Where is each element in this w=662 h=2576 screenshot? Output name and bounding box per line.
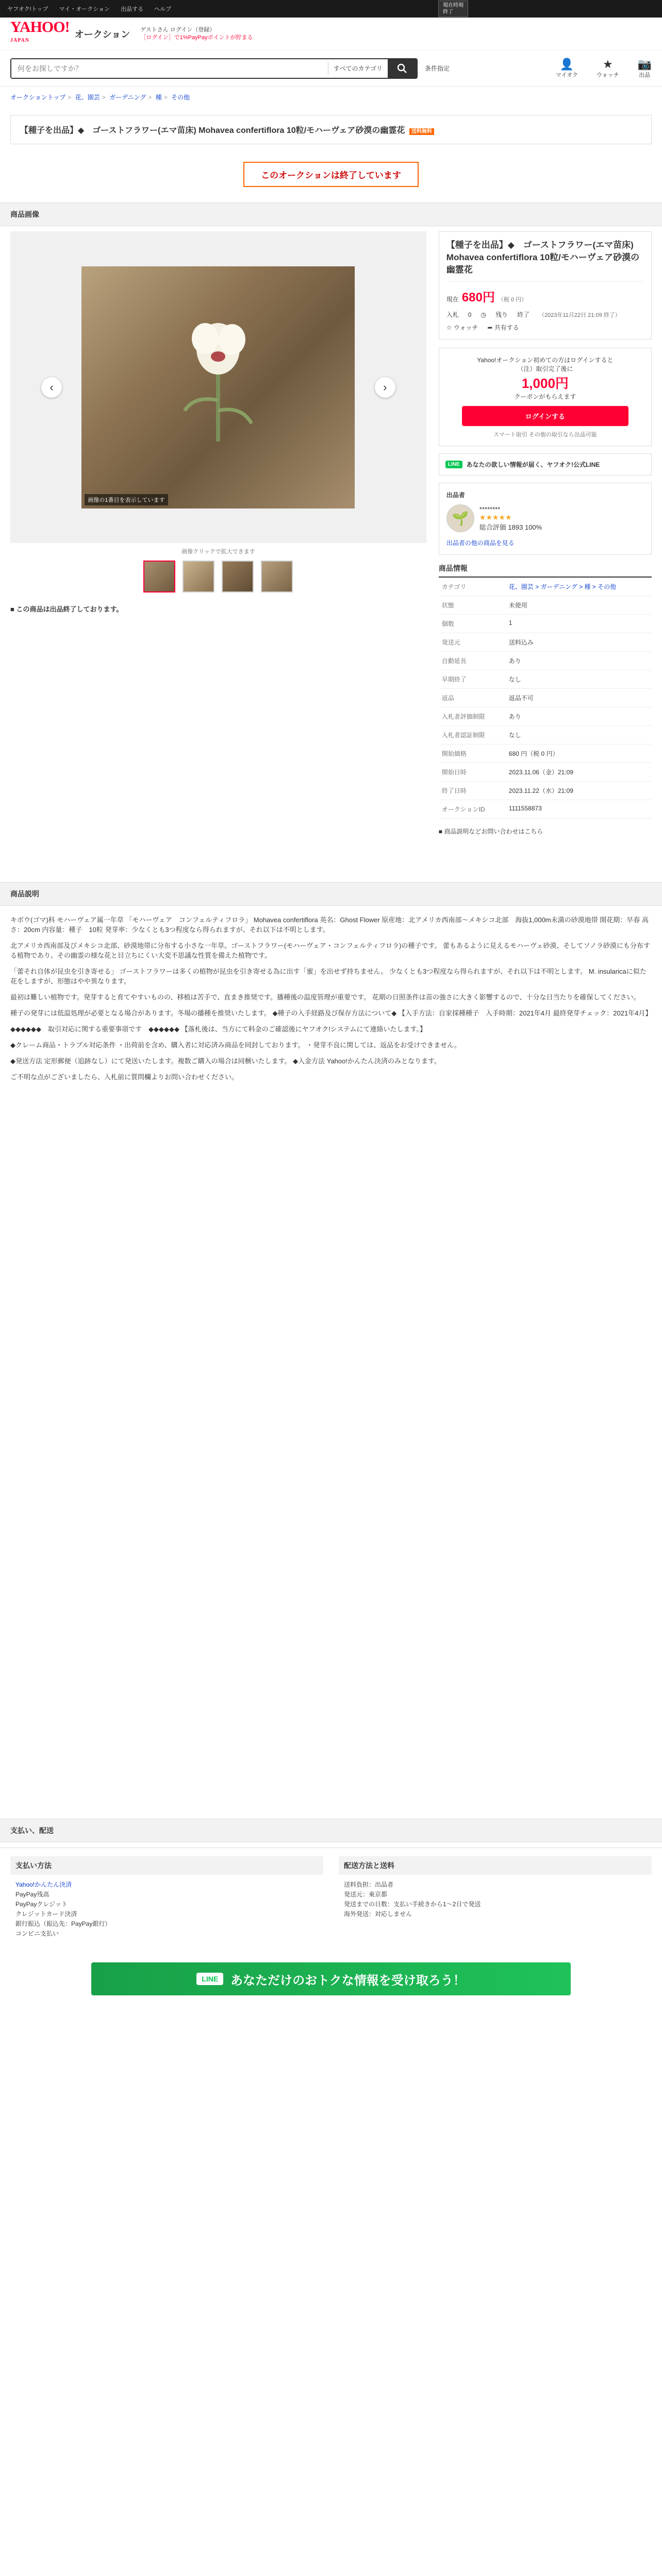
info-value: 680 円（税 0 円） — [506, 744, 652, 763]
search-button[interactable] — [388, 59, 417, 78]
description-paragraph: ◆◆◆◆◆◆ 取引対応に関する重要事項です ◆◆◆◆◆◆ 【落札後は、当方にて料金のご確認後にヤフオク!システムにて連絡いたします。】 — [10, 1025, 426, 1033]
table-row — [439, 744, 652, 763]
header — [0, 18, 662, 50]
watch-button[interactable] — [446, 323, 478, 332]
info-key: 状態 — [439, 596, 506, 615]
thumbnail-4[interactable] — [261, 561, 293, 592]
thumbnail-2[interactable] — [183, 561, 214, 592]
info-value: なし — [506, 670, 652, 689]
image-gallery — [10, 231, 426, 543]
seller-good-rate: 100% — [524, 523, 542, 531]
table-row — [439, 633, 652, 652]
left-column — [10, 231, 426, 836]
breadcrumb-item[interactable]: 花、園芸 — [75, 94, 100, 101]
top-links — [7, 5, 180, 13]
shipping-details — [339, 1875, 652, 1924]
seller-heading: 出品者 — [446, 492, 465, 499]
current-time-box — [438, 1, 468, 17]
info-value: あり — [506, 707, 652, 726]
camera-icon: 📷 — [637, 57, 652, 71]
description — [0, 906, 662, 1097]
image-section-title: 商品画像 — [0, 202, 662, 226]
shipping-item: 海外発送：対応しません — [344, 1910, 412, 1918]
promo-amount-note: クーポンがもらえます — [514, 393, 576, 400]
breadcrumb — [0, 87, 662, 108]
inquiry-link-text: 商品説明などお問い合わせはこちら — [444, 828, 543, 835]
info-key: 早期終了 — [439, 670, 506, 689]
header-icons — [556, 58, 652, 79]
info-key: 終了日時 — [439, 782, 506, 800]
info-value: なし — [506, 726, 652, 744]
line-banner-text: あなただけのおトクな情報を受け取ろう！ — [230, 1973, 466, 1988]
line-notice[interactable] — [439, 453, 652, 476]
thumbnail-strip — [10, 561, 426, 592]
plant-illustration — [174, 308, 262, 442]
person-icon: 👤 — [559, 57, 574, 71]
chevron-right-icon: › — [383, 380, 387, 394]
payment-item: コンビニ支払い — [15, 1930, 59, 1937]
description-paragraph: ◆発送方法 定形郵便（追跡なし）にて発送いたします。複数ご購入の場合は同梱いたします。 ◆入金方法 Yahoo!かんたん決済のみとなります。 — [10, 1057, 441, 1065]
info-key: 自動延長 — [439, 652, 506, 670]
breadcrumb-sep: > — [148, 94, 152, 101]
watch-label: ウォッチ — [453, 324, 478, 331]
info-value[interactable]: 花、園芸 > ガーデニング > 種 > その他 — [506, 578, 652, 596]
info-key: 開始日時 — [439, 763, 506, 782]
payment-item: PayPay残高 — [15, 1891, 49, 1898]
price-tax: （税 0 円） — [498, 297, 527, 303]
promo-title: Yahoo!オークション初めての方はログインすると — [477, 357, 614, 364]
item-title-banner-text: 【種子を出品】◆ ゴーストフラワー(エマ苗床) Mohavea confertiflora 10粒/モハーヴェア砂漠の幽霊花 — [20, 126, 405, 135]
search-conditions-link[interactable]: 条件指定 — [425, 65, 450, 72]
sell-button[interactable] — [638, 58, 652, 79]
info-value: 1 — [506, 615, 652, 633]
promo-login-button[interactable]: ログインする — [462, 406, 628, 426]
search-box — [10, 58, 418, 79]
my-auction-label: マイオク — [555, 72, 578, 78]
payment-methods — [10, 1875, 323, 1944]
bullet-icon: ■ — [438, 828, 444, 835]
payment-column — [10, 1856, 323, 1944]
auction-ended-notice: このオークションは終了しています — [243, 162, 419, 187]
next-image-button[interactable] — [375, 377, 395, 398]
not-for-sale-note — [10, 604, 426, 614]
info-value: あり — [506, 652, 652, 670]
line-notice-text: あなたの欲しい情報が届く、ヤフオク!公式LINE — [466, 461, 600, 468]
top-link-auction-top[interactable]: ヤフオク!トップ — [7, 6, 48, 12]
price-value: 680円 — [461, 291, 495, 304]
description-paragraph: キボウ(ゴマ)科 モハーヴェア属一年草 「モハーヴェア コンフェルティフロラ」 Mohavea confertiflora 英名：Ghost Flower 原産地：北アメリカ西南部〜メキシコ北部 海抜1,000m未満の砂漠地帯 開花期：早春 高さ：20cm 内容量：種子 10粒 発芽率：少なくとも3つ程度なら得られますが、それ以下は不明とします。 — [10, 916, 649, 934]
price-row — [446, 281, 644, 305]
info-key: 返品 — [439, 689, 506, 707]
info-value: 2023.11.06（金）21:09 — [506, 763, 652, 782]
seller-row — [446, 504, 644, 532]
info-key: 個数 — [439, 615, 506, 633]
description-paragraph: 最初は難しい植物です。発芽すると育てやすいものの、移植は苦手で、直まき推奨です。播種後の温度管理が重要です。 花期の日照条件は苗の強さに大きく影響するので、十分な日当たりを確保してください。 — [10, 993, 640, 1001]
my-auction-button[interactable] — [556, 58, 578, 79]
service-name[interactable]: オークション — [74, 29, 130, 40]
table-row — [439, 782, 652, 800]
payment-shipping — [0, 1848, 662, 1952]
shipping-item: 発送までの日数：支払い手続きから1〜2日で発送 — [344, 1901, 481, 1908]
table-row — [439, 763, 652, 782]
item-title: 【種子を出品】◆ ゴーストフラワー(エマ苗床) Mohavea confertiflora 10粒/モハーヴェア砂漠の幽霊花 — [446, 240, 640, 275]
info-key: 発送元 — [439, 633, 506, 652]
description-paragraph: ご不明な点がございましたら、入札前に質問欄よりお問い合わせください。 — [10, 1073, 239, 1081]
bids-label: 入札 — [446, 311, 459, 318]
table-row — [439, 578, 652, 596]
yahoo-logo[interactable] — [10, 18, 70, 47]
seller-rating-label: 総合評価 — [479, 523, 506, 531]
info-key: 入札者認証制限 — [439, 726, 506, 744]
shipping-column — [339, 1856, 652, 1944]
login-link[interactable]: ゲストさん ログイン（登録） — [140, 26, 216, 33]
search-input[interactable] — [11, 59, 328, 78]
table-row — [439, 707, 652, 726]
seller-rating[interactable]: 1893 — [508, 523, 523, 531]
item-info-table — [439, 578, 652, 819]
bullet-icon: ■ — [10, 605, 16, 613]
watch-list-label: ウォッチ — [597, 72, 619, 78]
breadcrumb-item[interactable]: 種 — [155, 94, 162, 101]
sell-label: 出品 — [639, 72, 651, 78]
main-photo[interactable] — [81, 266, 355, 509]
breadcrumb-sep: > — [68, 94, 72, 101]
description-section-title: 商品説明 — [0, 882, 662, 906]
promo-sub: （注）取引完了後に — [517, 365, 573, 372]
info-value: 返品不可 — [506, 689, 652, 707]
watch-list-button[interactable] — [597, 58, 619, 79]
seller-box — [439, 483, 652, 555]
info-key: 入札者評価制限 — [439, 707, 506, 726]
bid-meta — [446, 310, 644, 319]
current-time-value: 終了 — [443, 9, 453, 15]
info-value: 2023.11.22（水）21:09 — [506, 782, 652, 800]
thumbnail-1[interactable] — [143, 561, 175, 592]
line-logo-icon: LINE — [196, 1973, 223, 1985]
search-row — [0, 50, 662, 87]
breadcrumb-item[interactable]: オークショントップ — [10, 94, 66, 101]
shipping-title: 配送方法と送料 — [339, 1856, 652, 1875]
table-row — [439, 670, 652, 689]
table-row — [439, 800, 652, 819]
payment-section-title: 支払い、配送 — [0, 1819, 662, 1842]
item-info — [439, 563, 652, 836]
share-icon: ➦ — [487, 324, 494, 331]
clock-icon: ◷ — [481, 311, 486, 318]
rating-stars-icon: ★★★★★ — [479, 513, 512, 521]
chevron-left-icon: ‹ — [49, 380, 54, 394]
payment-item: クレジットカード決済 — [15, 1910, 77, 1918]
shipping-item: 送料負担：出品者 — [344, 1881, 394, 1888]
description-paragraph: 「蕾それ自体が昆虫を引き寄せる」 ゴーストフラワーは多くの植物が昆虫を引き寄せる為に出す「蜜」を出せず持ちません。 少なくとも3つ程度なら得られますが、それ以下は不明とします。 M. insularicaに似た花をしますが、形態はやや異なります。 — [10, 968, 647, 985]
login-coupon-promo — [439, 348, 652, 446]
star-icon: ☆ — [446, 324, 454, 331]
info-value: 1111558873 — [506, 800, 652, 819]
info-key: オークションID — [439, 800, 506, 819]
line-banner[interactable] — [91, 1962, 571, 1995]
breadcrumb-sep: > — [163, 94, 168, 101]
info-value: 未使用 — [506, 596, 652, 615]
end-label: 残り — [495, 311, 508, 318]
breadcrumb-item[interactable]: その他 — [171, 94, 190, 101]
category-select[interactable]: すべてのカテゴリ — [328, 62, 388, 75]
prev-image-button[interactable] — [41, 377, 62, 398]
price-label: 現在 — [446, 296, 459, 303]
breadcrumb-sep: > — [102, 94, 106, 101]
payment-item: 銀行振込（振込先：PayPay銀行） — [15, 1920, 111, 1927]
table-row — [439, 652, 652, 670]
promo-amount: 1,000円 — [521, 376, 569, 391]
info-value: 送料込み — [506, 633, 652, 652]
end-time: （2023年11月22日 21:09 終了） — [539, 312, 621, 318]
free-shipping-badge: 送料無料 — [409, 128, 434, 135]
shipping-item: 発送元：東京都 — [344, 1891, 388, 1898]
action-links — [446, 323, 644, 332]
end-value: 終了 — [517, 311, 529, 318]
photo-caption: 画像の1番目を表示しています — [85, 494, 168, 505]
not-for-sale-text: この商品は出品終了しております。 — [16, 605, 123, 613]
item-title-banner — [10, 115, 652, 144]
top-link-my-auction[interactable]: マイ・オークション — [59, 6, 110, 12]
thumbnail-3[interactable] — [222, 561, 254, 592]
current-time-label: 現在時刻 — [443, 3, 464, 8]
payment-item[interactable]: Yahoo!かんたん決済 — [15, 1881, 72, 1888]
breadcrumb-item[interactable]: ガーデニング — [109, 94, 146, 101]
title-box — [439, 231, 652, 340]
info-key: 開始価格 — [439, 744, 506, 763]
share-button[interactable] — [487, 323, 519, 332]
top-bar — [0, 0, 662, 18]
payment-method-title: 支払い方法 — [10, 1856, 323, 1875]
top-right — [438, 1, 655, 17]
right-column — [439, 231, 652, 836]
search-icon — [397, 63, 407, 74]
table-row — [439, 615, 652, 633]
description-paragraph: 北アメリカ西南部及びメキシコ北部、砂漠地帯に分布する小さな一年草。ゴーストフラワー(モハーヴェア・コンフェルティフロラ)の種子です。 蕾もあるように見えるモハーヴェ砂漠、そしてソノラ砂漠にも分布する植物であり、その幽霊の様な花と目立ちにくい大変不思議な性質を備えた植物です。 — [10, 942, 650, 959]
seller-avatar[interactable]: 🌱 — [446, 504, 474, 532]
logo-sub: JAPAN — [10, 37, 30, 43]
table-row — [439, 596, 652, 615]
header-login-area — [140, 26, 253, 42]
bids-value: 0 — [468, 311, 472, 318]
info-key: カテゴリ — [439, 578, 506, 596]
inquiry-link[interactable] — [439, 827, 652, 836]
table-row — [439, 689, 652, 707]
table-row — [439, 726, 652, 744]
photo-zoom-hint: 画像クリックで拡大できます — [181, 549, 255, 555]
promo-note: スマート取引 その他の取引なら出品可能 — [493, 432, 597, 438]
line-icon: LINE — [445, 461, 462, 468]
star-icon: ★ — [602, 57, 613, 71]
description-paragraph: ◆クレーム商品・トラブル対応条件 ・出荷前を含め、購入者に対応済み商品を同封しております。 ・発芽不良に関しては、返品をお受けできません。 — [10, 1041, 461, 1049]
login-promo[interactable]: ［ログイン］で1%PayPayポイントが貯まる — [140, 34, 253, 41]
top-link-help[interactable]: ヘルプ — [154, 6, 172, 12]
share-label: 共有する — [494, 324, 519, 331]
top-link-sell[interactable]: 出品する — [121, 6, 144, 12]
seller-details — [479, 505, 542, 532]
seller-rating-line — [479, 522, 542, 532]
seller-name[interactable]: ******** — [479, 505, 501, 513]
payment-item: PayPayクレジット — [15, 1901, 68, 1908]
description-paragraph: 種子の発芽には低温処理が必要となる場合があります。冬場の播種を推奨いたします。 ◆種子の入手経路及び保存方法について◆ 【入手方法：自家採種種子 入手時期：2021年4月 最終発芽チェック：2021年4月】 — [10, 1009, 652, 1017]
item-info-title: 商品情報 — [439, 563, 652, 578]
seller-other-items-link[interactable]: 出品者の他の商品を見る — [446, 539, 515, 547]
logo-text: YAHOO! — [10, 18, 70, 36]
main-area — [0, 226, 662, 836]
